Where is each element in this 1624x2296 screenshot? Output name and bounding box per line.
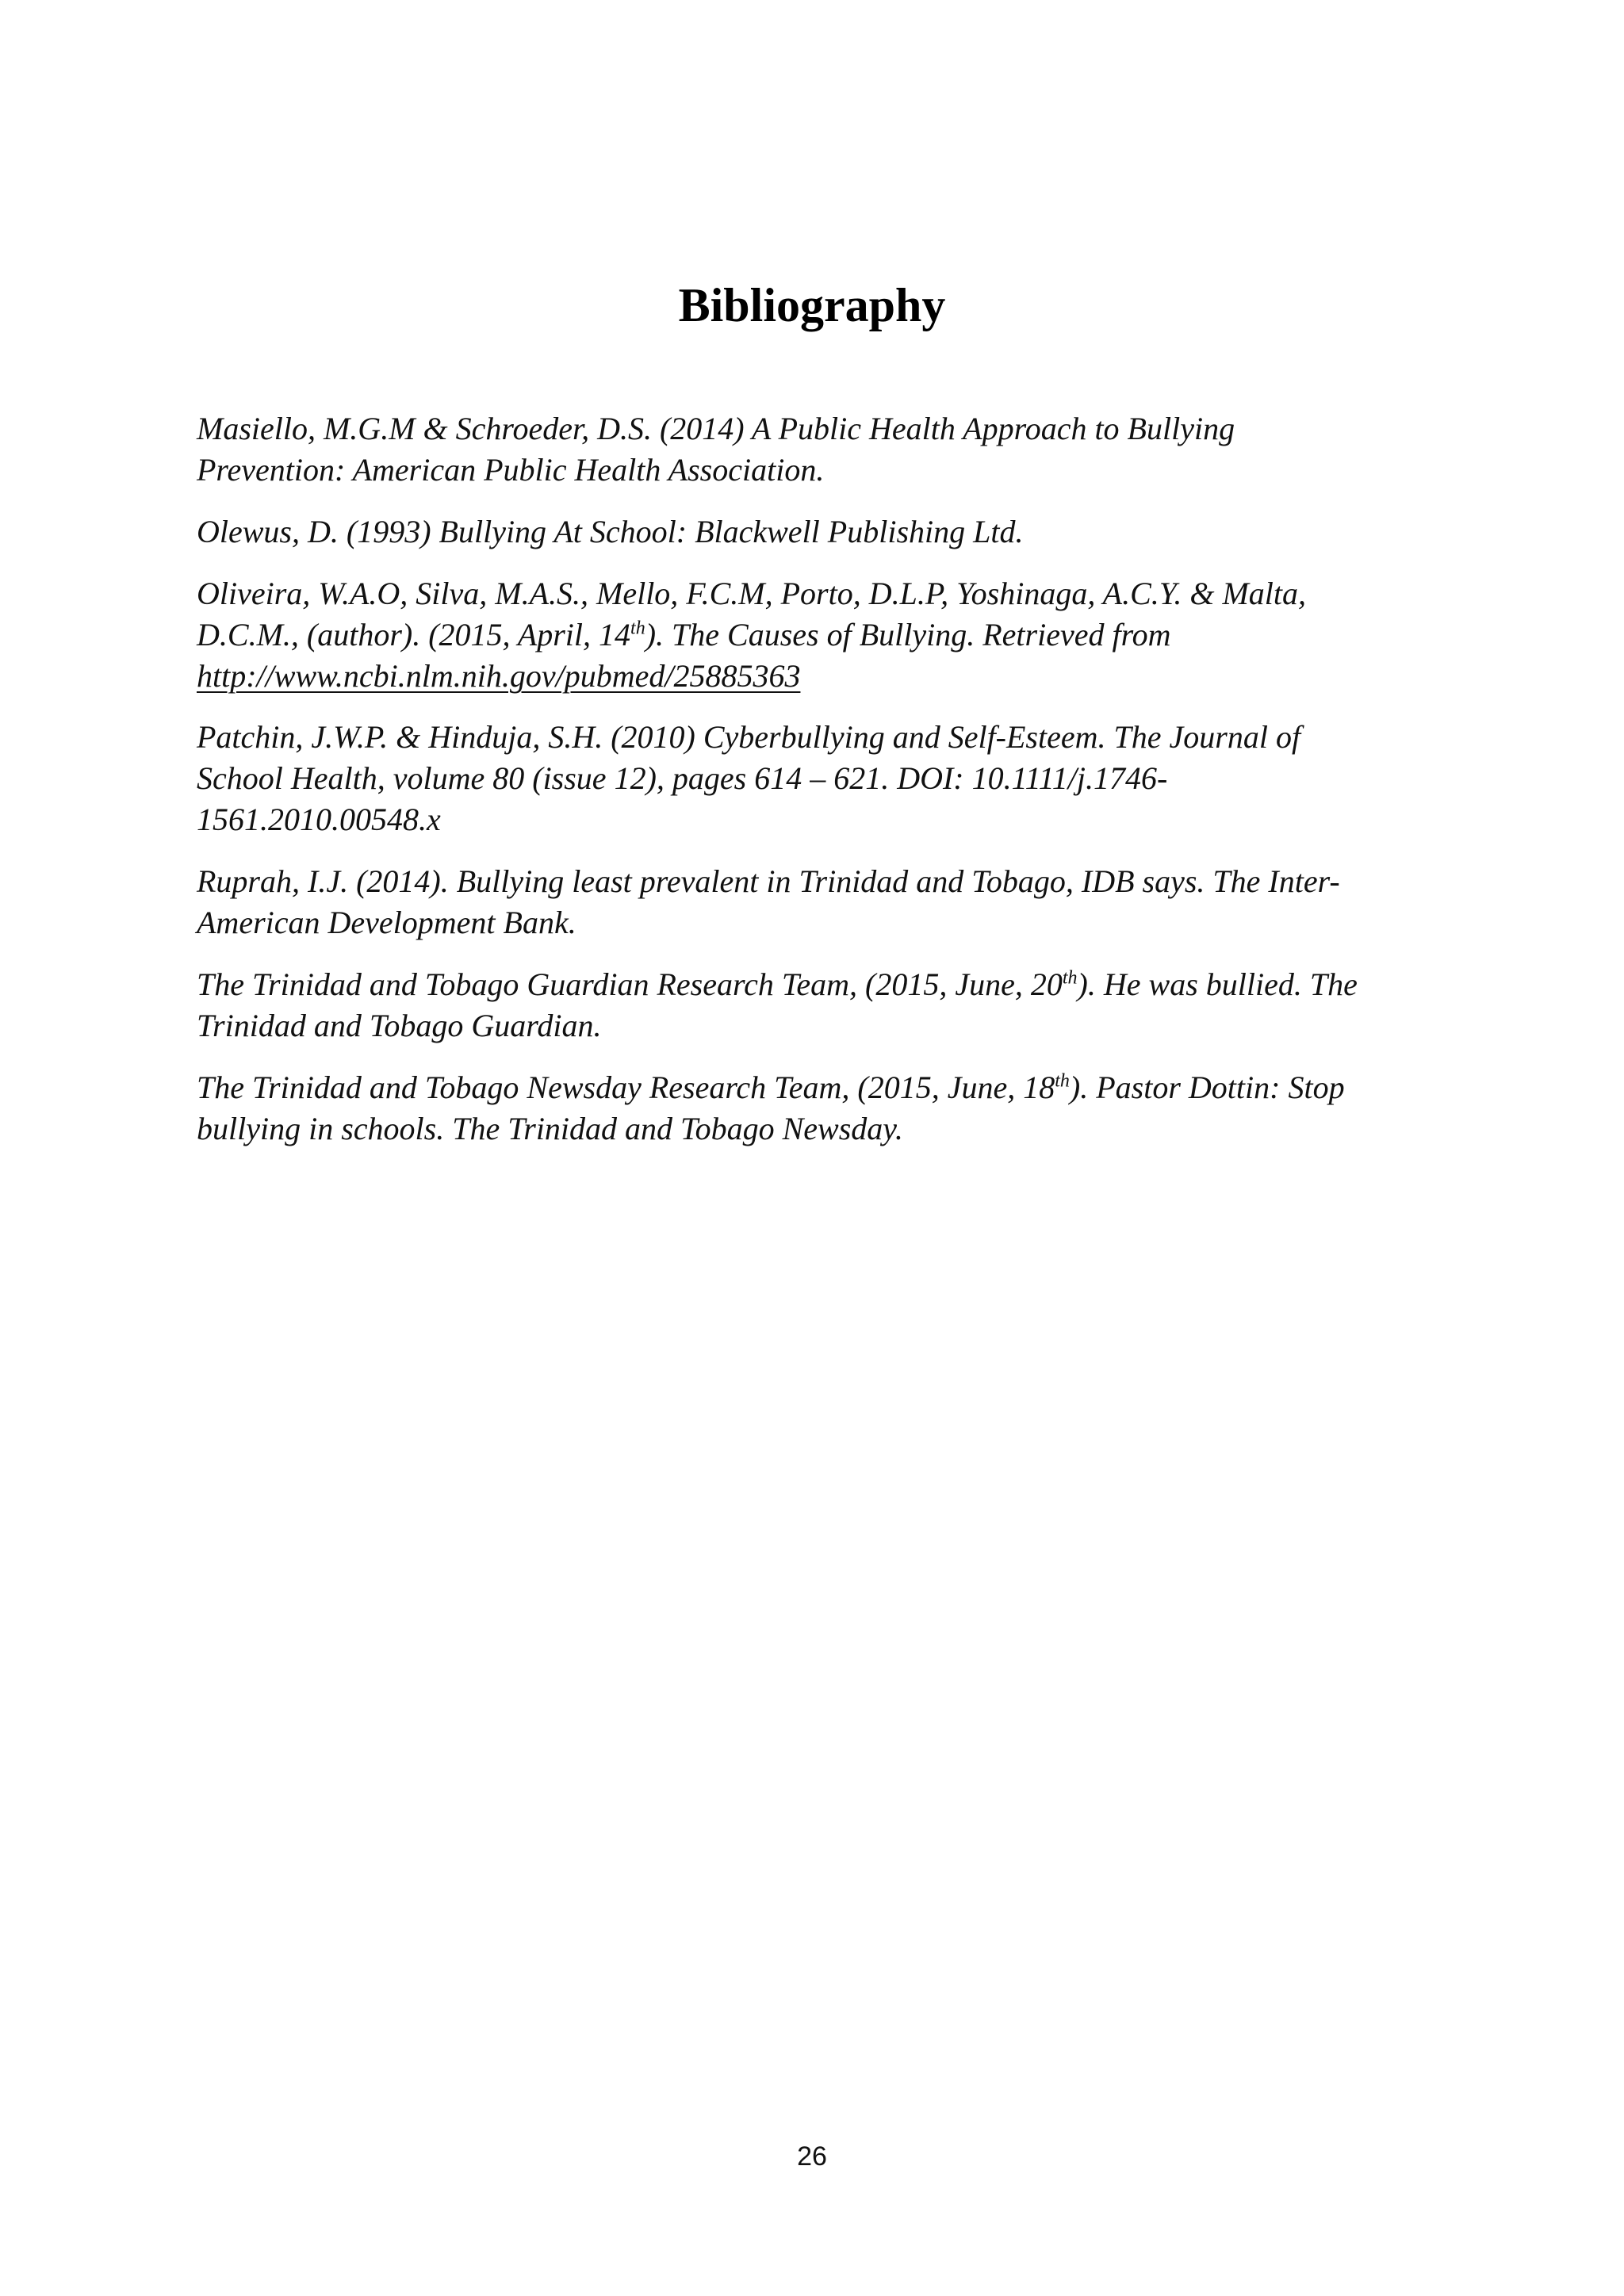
entry-line: Olewus, D. (1993) Bullying At School: Blackwell Publishing Ltd.	[197, 514, 1024, 549]
entry-line	[197, 964, 1434, 1005]
ordinal-suffix: th	[630, 618, 645, 639]
page-title: Bibliography	[678, 279, 946, 331]
bibliography-entry-masiello	[197, 408, 1434, 491]
entry-line: Patchin, J.W.P. & Hinduja, S.H. (2010) Cyberbullying and Self-Esteem. The Journal of	[197, 719, 1301, 755]
ordinal-suffix: th	[1055, 1070, 1070, 1092]
entry-text: D.C.M., (author). (2015, April, 14	[197, 617, 631, 652]
bibliography-entry-ruprah	[197, 861, 1434, 943]
entry-text: The Trinidad and Tobago Newsday Research Team, (2015, June, 18	[197, 1070, 1055, 1105]
entry-line: bullying in schools. The Trinidad and Tobago Newsday.	[197, 1111, 903, 1146]
entry-text: ). He was bullied. The	[1077, 966, 1358, 1002]
entry-line: Ruprah, I.J. (2014). Bullying least prevalent in Trinidad and Tobago, IDB says. The Inter-	[197, 863, 1340, 899]
page-number: 26	[797, 2141, 827, 2172]
entry-line: Trinidad and Tobago Guardian.	[197, 1008, 602, 1043]
entry-text: ). The Causes of Bullying. Retrieved from	[645, 617, 1171, 652]
entry-text: The Trinidad and Tobago Guardian Research Team, (2015, June, 20	[197, 966, 1063, 1002]
bibliography-entry-oliveira	[197, 573, 1434, 697]
entry-line	[197, 1067, 1434, 1108]
entry-line	[197, 656, 1434, 697]
bibliography-entry-newsday	[197, 1067, 1434, 1150]
entry-line: Oliveira, W.A.O, Silva, M.A.S., Mello, F.C.M, Porto, D.L.P, Yoshinaga, A.C.Y. & Malta,	[197, 576, 1306, 611]
bibliography-entry-olewus	[197, 511, 1434, 553]
bibliography-entry-guardian	[197, 964, 1434, 1047]
pubmed-link[interactable]: http://www.ncbi.nlm.nih.gov/pubmed/25885363	[197, 658, 801, 694]
entry-line	[197, 614, 1434, 656]
entry-line: School Health, volume 80 (issue 12), pages 614 – 621. DOI: 10.1111/j.1746-	[197, 760, 1168, 796]
entry-line: 1561.2010.00548.x	[197, 802, 441, 837]
ordinal-suffix: th	[1062, 967, 1078, 989]
bibliography-entry-patchin	[197, 717, 1434, 840]
entry-line: Prevention: American Public Health Association.	[197, 452, 825, 488]
entry-text: ). Pastor Dottin: Stop	[1069, 1070, 1345, 1105]
entry-line: Masiello, M.G.M & Schroeder, D.S. (2014) A Public Health Approach to Bullying	[197, 411, 1235, 446]
entry-line: American Development Bank.	[197, 905, 576, 940]
